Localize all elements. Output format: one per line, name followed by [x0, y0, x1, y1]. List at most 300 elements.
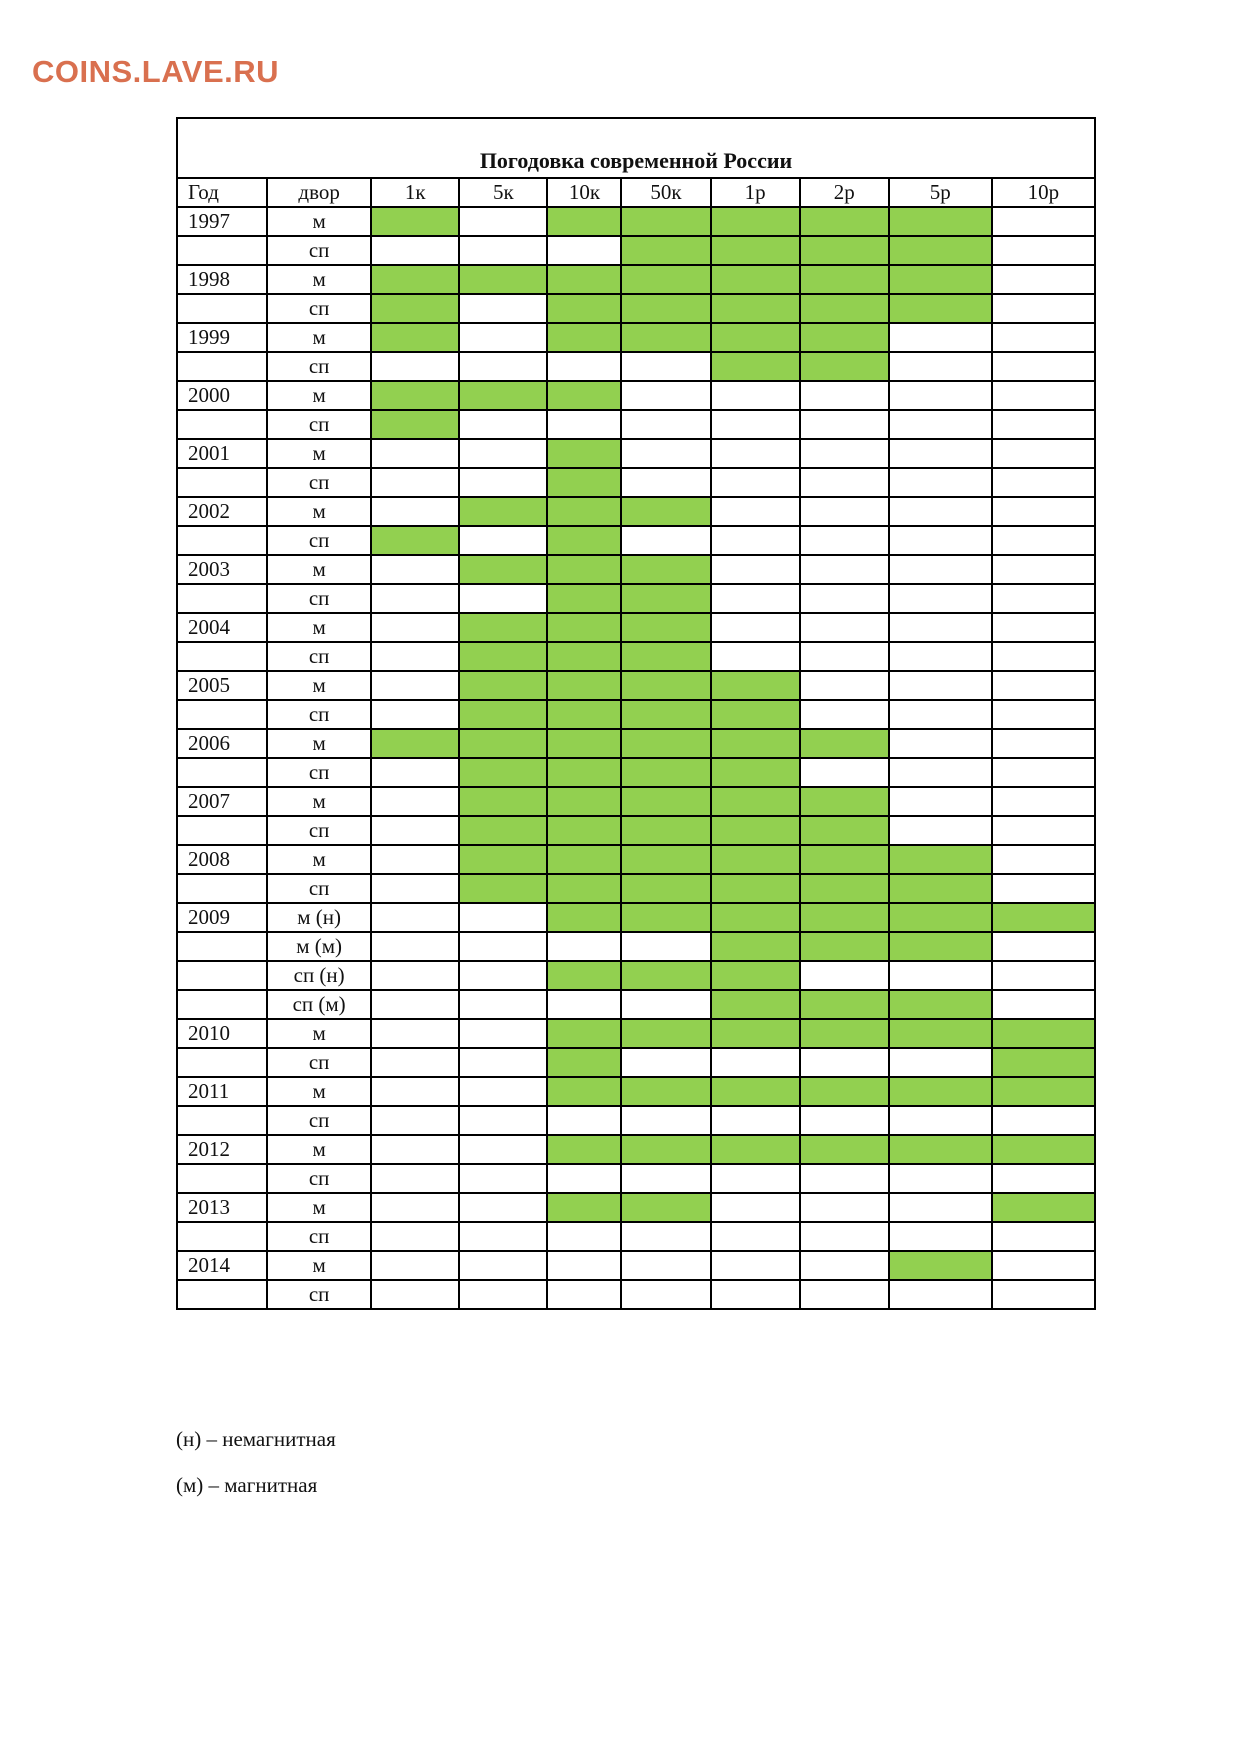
mintage-cell-minted [889, 294, 992, 323]
table-row [178, 236, 1094, 265]
mintage-cell-minted [547, 381, 621, 410]
mintage-cell-minted [621, 758, 710, 787]
mintage-cell-minted [547, 961, 621, 990]
mintage-cell-empty [371, 555, 459, 584]
mintage-cell-empty [992, 874, 1094, 903]
mintage-cell-minted [459, 845, 547, 874]
mintage-cell-empty [371, 932, 459, 961]
mintage-cell-empty [459, 439, 547, 468]
mintage-cell-minted [889, 1135, 992, 1164]
mint-cell: сп [267, 468, 371, 497]
year-cell [178, 700, 267, 729]
mintage-cell-minted [547, 642, 621, 671]
mintage-cell-minted [711, 352, 800, 381]
mintage-cell-minted [621, 265, 710, 294]
table-row [178, 1280, 1094, 1308]
year-cell [178, 584, 267, 613]
mintage-cell-empty [800, 439, 889, 468]
mintage-cell-empty [992, 526, 1094, 555]
table-row [178, 874, 1094, 903]
mintage-cell-empty [459, 932, 547, 961]
header-coin-1r: 1р [711, 179, 800, 207]
table-row [178, 758, 1094, 787]
mintage-cell-empty [371, 642, 459, 671]
mintage-cell-minted [621, 729, 710, 758]
mintage-cell-minted [889, 1251, 992, 1280]
mintage-cell-minted [992, 1048, 1094, 1077]
header-coin-10k: 10к [547, 179, 621, 207]
mintage-cell-empty [459, 990, 547, 1019]
mintage-cell-empty [547, 1106, 621, 1135]
table-row [178, 1019, 1094, 1048]
mintage-cell-empty [889, 410, 992, 439]
mintage-cell-empty [621, 1048, 710, 1077]
mintage-cell-empty [371, 903, 459, 932]
mintage-cell-minted [459, 816, 547, 845]
mint-cell: м [267, 1019, 371, 1048]
mintage-cell-minted [459, 555, 547, 584]
mint-cell: м [267, 439, 371, 468]
legend-notes [176, 1427, 336, 1519]
mintage-cell-empty [992, 265, 1094, 294]
mintage-cell-empty [371, 468, 459, 497]
mintage-cell-minted [800, 323, 889, 352]
mintage-cell-minted [889, 265, 992, 294]
mintage-cell-minted [992, 1193, 1094, 1222]
mintage-cell-empty [621, 526, 710, 555]
mintage-cell-empty [889, 1222, 992, 1251]
year-cell: 2005 [178, 671, 267, 700]
mintage-cell-empty [371, 845, 459, 874]
mintage-cell-empty [800, 1222, 889, 1251]
mintage-cell-minted [547, 729, 621, 758]
mintage-cell-empty [547, 1251, 621, 1280]
mintage-cell-empty [547, 1164, 621, 1193]
mintage-cell-minted [547, 613, 621, 642]
mintage-cell-empty [800, 381, 889, 410]
mint-cell: м [267, 381, 371, 410]
mintage-cell-empty [800, 1106, 889, 1135]
mintage-cell-empty [889, 323, 992, 352]
mintage-cell-empty [547, 236, 621, 265]
mintage-cell-empty [800, 642, 889, 671]
mintage-cell-empty [992, 497, 1094, 526]
mintage-cell-empty [992, 758, 1094, 787]
table-row [178, 439, 1094, 468]
mintage-cell-minted [800, 236, 889, 265]
note-magnetic: (м) – магнитная [176, 1473, 318, 1497]
site-watermark: COINS.LAVE.RU [32, 54, 280, 89]
table-row [178, 671, 1094, 700]
mintage-cell-minted [711, 265, 800, 294]
mint-cell: м [267, 1135, 371, 1164]
mintage-cell-minted [800, 1077, 889, 1106]
mint-cell: сп [267, 1222, 371, 1251]
mintage-cell-minted [621, 555, 710, 584]
mintage-cell-minted [621, 1019, 710, 1048]
mintage-cell-minted [711, 236, 800, 265]
mint-cell: сп (н) [267, 961, 371, 990]
mintage-cell-empty [992, 642, 1094, 671]
mintage-cell-minted [459, 874, 547, 903]
mintage-cell-minted [547, 1048, 621, 1077]
mintage-cell-empty [371, 758, 459, 787]
mintage-cell-empty [800, 1193, 889, 1222]
mint-cell: м [267, 787, 371, 816]
mintage-cell-empty [992, 410, 1094, 439]
table-row [178, 1164, 1094, 1193]
header-coin-1k: 1к [371, 179, 459, 207]
year-cell [178, 758, 267, 787]
year-cell: 2000 [178, 381, 267, 410]
mint-cell: м [267, 555, 371, 584]
mintage-cell-empty [889, 1280, 992, 1308]
table-row [178, 381, 1094, 410]
mint-cell: сп [267, 236, 371, 265]
mintage-cell-minted [547, 758, 621, 787]
mintage-cell-minted [621, 642, 710, 671]
mint-cell: м [267, 1193, 371, 1222]
mintage-cell-minted [711, 874, 800, 903]
mintage-cell-minted [800, 352, 889, 381]
mintage-cell-empty [800, 526, 889, 555]
mintage-cell-minted [459, 642, 547, 671]
mintage-cell-minted [889, 990, 992, 1019]
mintage-cell-minted [547, 816, 621, 845]
mint-cell: сп [267, 816, 371, 845]
table-row [178, 642, 1094, 671]
table-row [178, 700, 1094, 729]
mintage-cell-minted [889, 1019, 992, 1048]
mintage-cell-empty [547, 410, 621, 439]
mintage-cell-empty [711, 468, 800, 497]
mintage-cell-empty [992, 1164, 1094, 1193]
mintage-cell-minted [800, 874, 889, 903]
mintage-cell-minted [459, 613, 547, 642]
mintage-cell-empty [459, 1077, 547, 1106]
mintage-cell-empty [889, 787, 992, 816]
year-cell [178, 236, 267, 265]
mintage-cell-empty [711, 439, 800, 468]
mintage-cell-minted [889, 874, 992, 903]
mint-cell: м [267, 497, 371, 526]
table-row [178, 1077, 1094, 1106]
table-row [178, 1193, 1094, 1222]
mintage-cell-empty [371, 700, 459, 729]
mintage-cell-minted [621, 323, 710, 352]
mintage-cell-minted [547, 845, 621, 874]
mintage-cell-minted [547, 1135, 621, 1164]
mintage-cell-empty [800, 468, 889, 497]
mintage-cell-empty [371, 961, 459, 990]
mint-cell: м [267, 207, 371, 236]
mintage-cell-empty [459, 961, 547, 990]
mintage-cell-minted [547, 439, 621, 468]
mintage-cell-empty [992, 584, 1094, 613]
mintage-cell-empty [889, 584, 992, 613]
mint-cell: м (н) [267, 903, 371, 932]
mintage-cell-minted [547, 207, 621, 236]
mintage-cell-minted [621, 787, 710, 816]
mintage-cell-minted [371, 381, 459, 410]
mintage-cell-minted [459, 671, 547, 700]
table-row [178, 1048, 1094, 1077]
mint-cell: м [267, 671, 371, 700]
year-cell: 2012 [178, 1135, 267, 1164]
table-row [178, 1251, 1094, 1280]
mint-cell: м [267, 323, 371, 352]
table-row [178, 265, 1094, 294]
mintage-cell-minted [621, 874, 710, 903]
mint-cell: сп [267, 410, 371, 439]
header-mint: двор [267, 179, 371, 207]
mintage-cell-minted [621, 1135, 710, 1164]
year-cell [178, 961, 267, 990]
mintage-cell-minted [371, 294, 459, 323]
mintage-cell-empty [711, 613, 800, 642]
mintage-cell-empty [547, 932, 621, 961]
mintage-cell-empty [459, 584, 547, 613]
mintage-cell-empty [459, 1164, 547, 1193]
mintage-cell-empty [889, 729, 992, 758]
table-row [178, 787, 1094, 816]
mintage-cell-empty [371, 874, 459, 903]
mintage-cell-empty [800, 497, 889, 526]
mintage-cell-empty [371, 497, 459, 526]
year-cell [178, 410, 267, 439]
mintage-cell-minted [800, 932, 889, 961]
mintage-cell-empty [992, 381, 1094, 410]
mintage-cell-minted [547, 497, 621, 526]
mintage-cell-minted [800, 845, 889, 874]
mintage-cell-empty [711, 1280, 800, 1308]
mintage-cell-empty [992, 787, 1094, 816]
mintage-cell-minted [800, 294, 889, 323]
mintage-cell-minted [800, 265, 889, 294]
mintage-cell-empty [459, 410, 547, 439]
mintage-cell-empty [371, 1106, 459, 1135]
mintage-cell-empty [992, 207, 1094, 236]
mintage-cell-minted [547, 787, 621, 816]
mintage-cell-minted [621, 1193, 710, 1222]
mintage-cell-minted [371, 410, 459, 439]
mintage-cell-empty [711, 642, 800, 671]
mintage-cell-minted [889, 207, 992, 236]
header-coin-2r: 2р [800, 179, 889, 207]
table-row [178, 497, 1094, 526]
mintage-cell-minted [711, 700, 800, 729]
mintage-cell-minted [800, 990, 889, 1019]
mintage-cell-empty [889, 1106, 992, 1135]
mintage-cell-empty [889, 555, 992, 584]
table-title-row [178, 119, 1094, 179]
mintage-cell-minted [621, 1077, 710, 1106]
mintage-cell-empty [800, 1164, 889, 1193]
year-cell [178, 990, 267, 1019]
mintage-cell-empty [621, 381, 710, 410]
mint-cell: м [267, 265, 371, 294]
mintage-cell-empty [800, 584, 889, 613]
mintage-cell-empty [371, 1019, 459, 1048]
mintage-cell-minted [547, 584, 621, 613]
mintage-cell-minted [711, 729, 800, 758]
mintage-cell-minted [547, 265, 621, 294]
table-row [178, 1106, 1094, 1135]
mintage-cell-empty [547, 1222, 621, 1251]
mintage-cell-minted [371, 526, 459, 555]
mintage-cell-empty [459, 526, 547, 555]
mintage-cell-empty [547, 1280, 621, 1308]
mintage-cell-minted [800, 903, 889, 932]
mintage-cell-minted [992, 903, 1094, 932]
mintage-cell-empty [459, 1106, 547, 1135]
mintage-cell-empty [992, 352, 1094, 381]
mintage-cell-empty [371, 1135, 459, 1164]
year-cell [178, 1280, 267, 1308]
mintage-cell-empty [992, 1106, 1094, 1135]
mintage-cell-empty [800, 1251, 889, 1280]
mintage-cell-empty [621, 1164, 710, 1193]
mintage-cell-empty [889, 671, 992, 700]
mintage-cell-empty [711, 410, 800, 439]
mint-cell: сп [267, 874, 371, 903]
year-cell: 2006 [178, 729, 267, 758]
mintage-cell-minted [711, 903, 800, 932]
mintage-cell-empty [371, 1251, 459, 1280]
mintage-cell-empty [711, 381, 800, 410]
mintage-cell-empty [992, 845, 1094, 874]
mintage-cell-empty [459, 1019, 547, 1048]
mintage-cell-minted [992, 1077, 1094, 1106]
mintage-cell-empty [711, 1164, 800, 1193]
mintage-cell-empty [992, 236, 1094, 265]
year-cell: 1998 [178, 265, 267, 294]
year-cell: 2002 [178, 497, 267, 526]
mintage-cell-empty [711, 497, 800, 526]
header-coin-5k: 5к [459, 179, 547, 207]
mintage-cell-empty [889, 642, 992, 671]
year-cell: 1997 [178, 207, 267, 236]
table-row [178, 323, 1094, 352]
year-cell: 2008 [178, 845, 267, 874]
mintage-cell-minted [711, 1077, 800, 1106]
mint-cell: сп [267, 700, 371, 729]
mintage-cell-minted [459, 497, 547, 526]
mintage-cell-minted [711, 816, 800, 845]
mintage-cell-empty [889, 439, 992, 468]
mintage-cell-minted [547, 671, 621, 700]
mintage-cell-empty [371, 671, 459, 700]
mintage-cell-empty [800, 961, 889, 990]
mintage-cell-minted [992, 1135, 1094, 1164]
table-row [178, 294, 1094, 323]
mintage-cell-empty [992, 671, 1094, 700]
year-cell [178, 1222, 267, 1251]
mint-cell: м [267, 613, 371, 642]
table-row [178, 903, 1094, 932]
mintage-cell-minted [711, 932, 800, 961]
mintage-cell-empty [889, 352, 992, 381]
mint-cell: м [267, 1251, 371, 1280]
year-cell [178, 816, 267, 845]
mintage-cell-empty [992, 1280, 1094, 1308]
header-coin-10r: 10р [992, 179, 1094, 207]
table-row [178, 584, 1094, 613]
mintage-cell-minted [547, 1193, 621, 1222]
mintage-cell-minted [889, 932, 992, 961]
mintage-cell-empty [711, 584, 800, 613]
mintage-cell-empty [889, 468, 992, 497]
mintage-cell-empty [371, 352, 459, 381]
mintage-cell-empty [371, 1193, 459, 1222]
mintage-cell-empty [459, 294, 547, 323]
mintage-cell-empty [371, 990, 459, 1019]
mintage-cell-empty [800, 555, 889, 584]
mintage-cell-empty [992, 323, 1094, 352]
mintage-cell-empty [992, 729, 1094, 758]
year-cell: 1999 [178, 323, 267, 352]
mintage-cell-minted [621, 903, 710, 932]
mintage-cell-empty [621, 352, 710, 381]
table-row [178, 1135, 1094, 1164]
mintage-cell-empty [992, 700, 1094, 729]
mintage-cell-empty [371, 236, 459, 265]
year-cell [178, 932, 267, 961]
mintage-cell-minted [621, 236, 710, 265]
table-body [178, 207, 1094, 1308]
mintage-cell-empty [459, 1222, 547, 1251]
mintage-cell-empty [889, 1164, 992, 1193]
mintage-cell-minted [711, 758, 800, 787]
mintage-cell-minted [711, 294, 800, 323]
mintage-cell-empty [889, 1048, 992, 1077]
year-cell: 2010 [178, 1019, 267, 1048]
mintage-cell-minted [459, 700, 547, 729]
mintage-cell-empty [800, 613, 889, 642]
mintage-cell-minted [711, 207, 800, 236]
mintage-cell-empty [992, 613, 1094, 642]
mint-cell: м [267, 729, 371, 758]
mintage-cell-minted [547, 526, 621, 555]
mintage-cell-empty [459, 1048, 547, 1077]
mintage-cell-empty [547, 352, 621, 381]
mintage-cell-empty [371, 1222, 459, 1251]
mintage-cell-empty [371, 1280, 459, 1308]
mintage-cell-minted [711, 845, 800, 874]
mintage-cell-minted [800, 729, 889, 758]
mintage-cell-empty [992, 961, 1094, 990]
mintage-cell-minted [621, 584, 710, 613]
year-cell [178, 352, 267, 381]
mintage-cell-empty [459, 207, 547, 236]
mintage-cell-minted [371, 265, 459, 294]
year-cell [178, 1164, 267, 1193]
mint-cell: сп [267, 1164, 371, 1193]
mintage-cell-minted [547, 903, 621, 932]
mintage-cell-minted [711, 671, 800, 700]
mintage-cell-empty [711, 555, 800, 584]
year-cell: 2004 [178, 613, 267, 642]
mintage-cell-empty [800, 1280, 889, 1308]
mintage-cell-empty [800, 410, 889, 439]
mintage-cell-minted [711, 961, 800, 990]
mintage-cell-empty [371, 439, 459, 468]
mint-cell: сп [267, 1048, 371, 1077]
mintage-cell-empty [371, 613, 459, 642]
mint-cell: м [267, 845, 371, 874]
mintage-cell-empty [889, 526, 992, 555]
mint-cell: сп [267, 526, 371, 555]
